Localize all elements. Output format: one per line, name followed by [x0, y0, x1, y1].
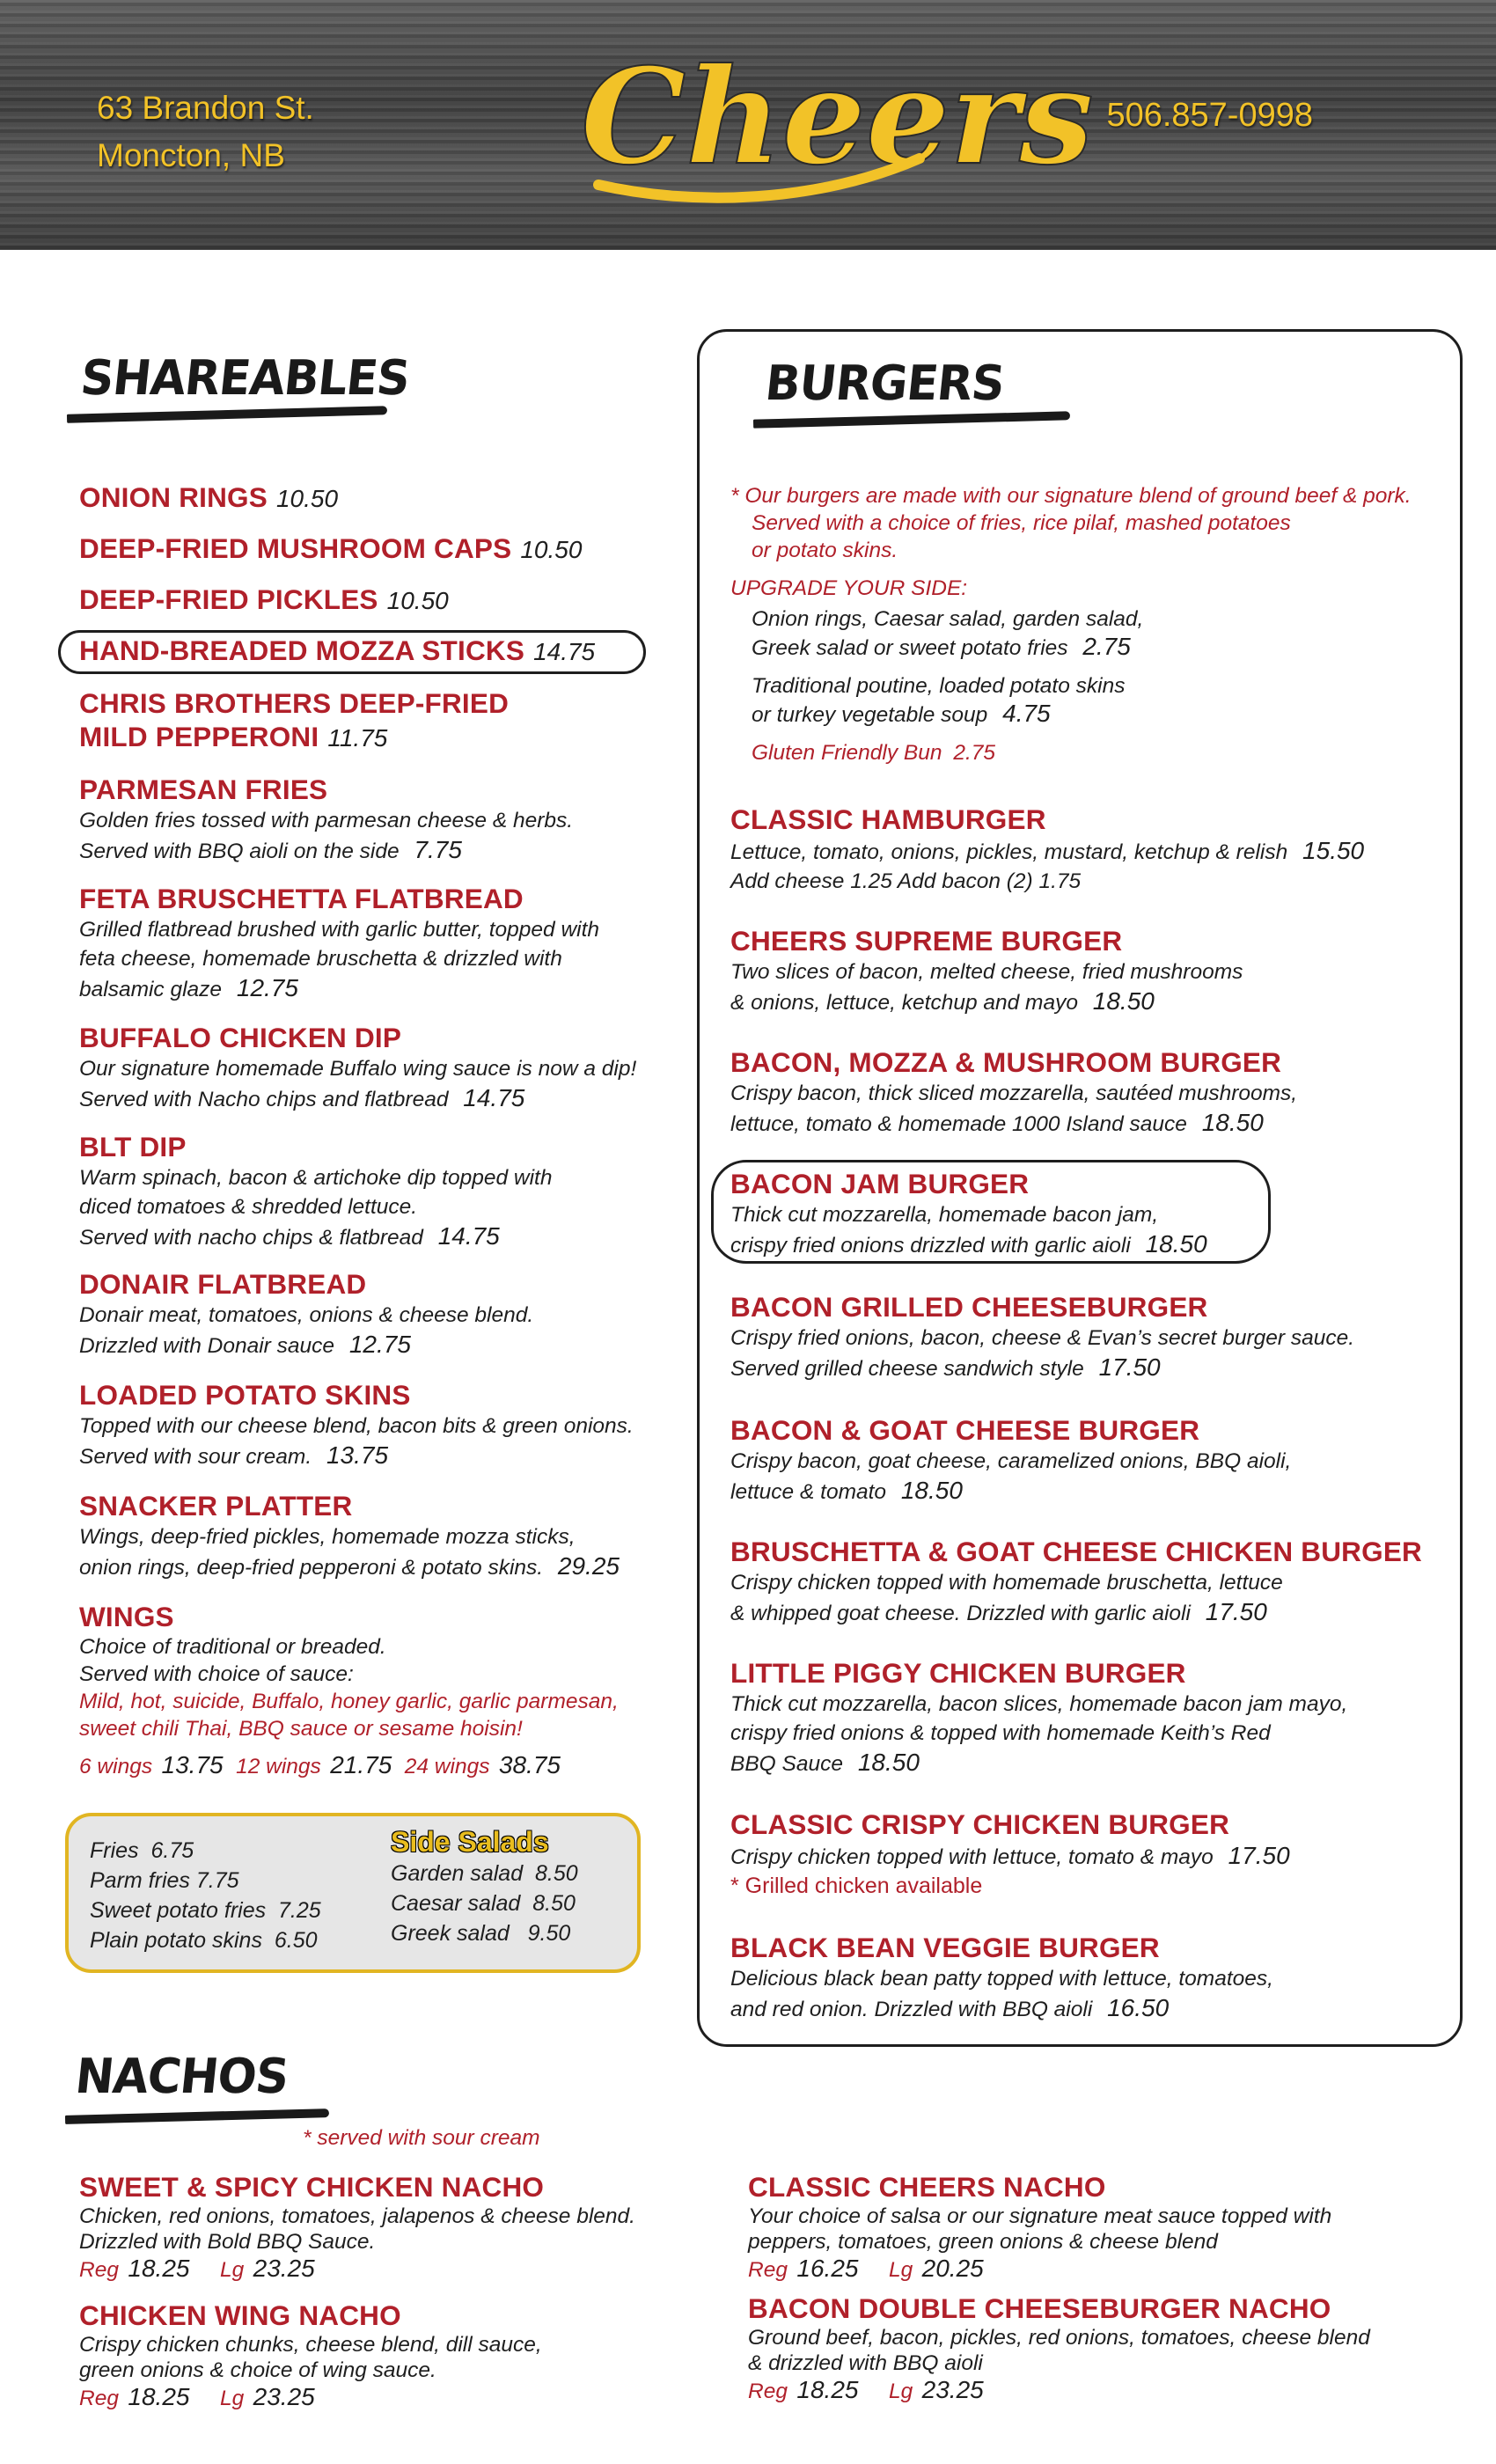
item-desc: Grilled flatbread brushed with garlic butter, topped with — [79, 918, 600, 942]
wing-size: 12 wings — [236, 1755, 321, 1778]
item-desc: Add cheese 1.25 Add bacon (2) 1.75 — [730, 869, 1082, 893]
sauce-list: Mild, hot, suicide, Buffalo, honey garlic, garlic parmesan, — [79, 1690, 619, 1713]
item-name: CHRIS BROTHERS DEEP-FRIED — [79, 687, 510, 719]
burger-note: or potato skins. — [752, 539, 898, 562]
item-name: BACON, MOZZA & MUSHROOM BURGER — [730, 1046, 1282, 1078]
item-price: 18.25 — [128, 2383, 190, 2410]
item-name: BLACK BEAN VEGGIE BURGER — [730, 1932, 1160, 1963]
item-desc: balsamic glaze — [79, 978, 223, 1001]
item-desc: lettuce, tomato & homemade 1000 Island sauce — [730, 1112, 1187, 1136]
fries-list — [90, 1836, 321, 1955]
wing-size: 24 wings — [404, 1755, 490, 1778]
item-price: 29.25 — [557, 1552, 620, 1580]
size-label: Lg — [219, 2387, 245, 2410]
menu-item — [79, 583, 449, 616]
menu-item — [79, 532, 582, 565]
item-name: BACON DOUBLE CHEESEBURGER NACHO — [748, 2292, 1331, 2324]
item-desc: onion rings, deep-fried pepperoni & potato skins. — [79, 1556, 544, 1580]
item-desc: crispy fried onions drizzled with garlic aioli — [730, 1234, 1131, 1258]
item-price: 14.75 — [533, 638, 596, 665]
nachos-title: NACHOS — [72, 2049, 291, 2105]
side-price: 6.50 — [274, 1928, 318, 1953]
menu-item — [79, 686, 509, 753]
wing-price: 13.75 — [161, 1751, 224, 1778]
item-price: 23.25 — [253, 2255, 315, 2282]
item-name: SWEET & SPICY CHICKEN NACHO — [79, 2171, 545, 2203]
side-label: Fries — [90, 1838, 139, 1863]
item-price: 14.75 — [437, 1222, 500, 1250]
title-underline — [67, 406, 387, 423]
menu-item — [79, 1130, 552, 1252]
address-line-1: 63 Brandon St. — [97, 90, 314, 126]
upgrade-option: Traditional poutine, loaded potato skins — [752, 674, 1126, 698]
item-price: 18.50 — [900, 1477, 963, 1504]
item-desc: Crispy bacon, goat cheese, caramelized onions, BBQ aioli, — [730, 1449, 1292, 1473]
side-item — [391, 1859, 578, 1888]
item-desc: Served with sour cream. — [79, 1445, 312, 1469]
item-price: 18.25 — [796, 2376, 859, 2403]
item-name: DONAIR FLATBREAD — [79, 1268, 367, 1300]
side-item — [90, 1925, 321, 1955]
size-label: Reg — [79, 2258, 119, 2282]
item-desc: diced tomatoes & shredded lettuce. — [79, 1195, 418, 1219]
shareables-title: SHAREABLES — [77, 350, 413, 407]
item-price: 13.75 — [326, 1441, 389, 1469]
wing-price: 38.75 — [498, 1751, 561, 1778]
item-desc: Lettuce, tomato, onions, pickles, mustard, ketchup & relish — [730, 840, 1288, 864]
upgrade-option: or turkey vegetable soup — [752, 703, 988, 727]
item-name: BRUSCHETTA & GOAT CHEESE CHICKEN BURGER — [730, 1536, 1422, 1567]
item-desc: Crispy fried onions, bacon, cheese & Evan’s secret burger sauce. — [730, 1326, 1355, 1350]
item-desc: Crispy chicken chunks, cheese blend, dill sauce, — [79, 2333, 542, 2357]
item-desc: lettuce & tomato — [730, 1480, 887, 1504]
upgrade-price: 4.75 — [1002, 700, 1051, 727]
menu-item — [79, 1600, 619, 1780]
item-price: 23.25 — [253, 2383, 315, 2410]
size-label: Reg — [79, 2387, 119, 2410]
menu-item — [730, 1167, 1207, 1260]
side-item — [90, 1896, 321, 1925]
item-price: 16.25 — [796, 2255, 859, 2282]
item-name: ONION RINGS — [79, 481, 268, 513]
item-name: WINGS — [79, 1601, 174, 1632]
item-price: 10.50 — [386, 587, 449, 614]
item-price: 12.75 — [236, 974, 298, 1001]
menu-item — [79, 2170, 635, 2287]
side-salads-title: Side Salads — [391, 1826, 549, 1858]
item-desc: BBQ Sauce — [730, 1752, 844, 1776]
item-name: HAND-BREADED MOZZA STICKS — [79, 634, 525, 666]
side-price: 7.75 — [195, 1868, 239, 1893]
item-desc: Served with Nacho chips and flatbread — [79, 1088, 449, 1111]
item-price: 18.50 — [1201, 1109, 1264, 1136]
item-desc: Our signature homemade Buffalo wing sauce is now a dip! — [79, 1057, 637, 1081]
side-label: Plain potato skins — [90, 1928, 262, 1953]
item-price: 17.50 — [1205, 1598, 1267, 1625]
title-underline — [65, 2108, 329, 2124]
menu-item — [730, 1535, 1422, 1628]
item-desc: Choice of traditional or breaded. — [79, 1635, 386, 1659]
item-desc: Ground beef, bacon, pickles, red onions, tomatoes, cheese blend — [748, 2326, 1370, 2350]
menu-item — [748, 2170, 1331, 2287]
item-desc: green onions & choice of wing sauce. — [79, 2358, 436, 2382]
menu-item — [79, 2299, 542, 2416]
wing-prices — [79, 1751, 619, 1780]
item-desc: Golden fries tossed with parmesan cheese & herbs. — [79, 809, 574, 832]
menu-item — [730, 1808, 1290, 1900]
menu-item — [79, 882, 599, 1004]
burgers-title: BURGERS — [762, 356, 1007, 412]
item-name: BACON & GOAT CHEESE BURGER — [730, 1414, 1200, 1446]
menu-item — [730, 1290, 1354, 1383]
item-price: 15.50 — [1302, 837, 1365, 864]
item-desc: Crispy bacon, thick sliced mozzarella, sautéed mushrooms, — [730, 1082, 1298, 1105]
item-desc: Drizzled with Bold BBQ Sauce. — [79, 2230, 376, 2254]
menu-item — [79, 634, 595, 667]
item-price: 20.25 — [921, 2255, 984, 2282]
item-desc: crispy fried onions & topped with homemade Keith’s Red — [730, 1721, 1271, 1745]
size-label: Reg — [748, 2380, 788, 2403]
item-price: 10.50 — [520, 536, 583, 563]
size-label: Lg — [888, 2380, 913, 2403]
menu-item — [79, 1021, 636, 1114]
item-desc: & whipped goat cheese. Drizzled with garlic aioli — [730, 1602, 1191, 1625]
wing-price: 21.75 — [330, 1751, 392, 1778]
burger-note: Served with a choice of fries, rice pilaf, mashed potatoes — [752, 511, 1291, 535]
upgrade-option: Greek salad or sweet potato fries — [752, 636, 1068, 660]
item-desc: Drizzled with Donair sauce — [79, 1334, 335, 1358]
item-desc: Your choice of salsa or our signature meat sauce topped with — [748, 2204, 1332, 2228]
item-name: DEEP-FRIED PICKLES — [79, 583, 378, 615]
item-price: 18.50 — [1092, 987, 1155, 1015]
side-item — [90, 1866, 321, 1896]
side-price: 6.75 — [150, 1838, 194, 1863]
item-desc: Served with choice of sauce: — [79, 1662, 354, 1686]
item-name: BACON GRILLED CHEESEBURGER — [730, 1291, 1208, 1323]
item-price: 17.50 — [1098, 1353, 1161, 1381]
item-desc: Delicious black bean patty topped with lettuce, tomatoes, — [730, 1967, 1273, 1991]
item-name: CLASSIC CHEERS NACHO — [748, 2171, 1106, 2203]
menu-item — [730, 1656, 1347, 1778]
side-item — [391, 1888, 578, 1918]
side-label: Garden salad — [391, 1861, 524, 1886]
side-price: 7.25 — [278, 1898, 321, 1923]
menu-item — [748, 2292, 1370, 2409]
item-desc: Thick cut mozzarella, homemade bacon jam, — [730, 1203, 1159, 1227]
sides-box — [65, 1813, 641, 1973]
side-item — [391, 1918, 578, 1948]
item-desc: & drizzled with BBQ aioli — [748, 2351, 983, 2375]
item-desc: feta cheese, homemade bruschetta & drizzled with — [79, 947, 562, 971]
item-name: PARMESAN FRIES — [79, 774, 328, 805]
burger-note: * Our burgers are made with our signature blend of ground beef & pork. — [730, 484, 1412, 508]
salads-list — [391, 1825, 578, 1948]
item-price: 11.75 — [327, 724, 388, 752]
side-label: Caesar salad — [391, 1891, 521, 1916]
item-price: 23.25 — [921, 2376, 984, 2403]
side-price: 9.50 — [527, 1921, 571, 1946]
menu-item — [79, 1378, 634, 1471]
item-name: LITTLE PIGGY CHICKEN BURGER — [730, 1657, 1186, 1689]
item-name: BUFFALO CHICKEN DIP — [79, 1022, 402, 1053]
item-desc: Two slices of bacon, melted cheese, fried mushrooms — [730, 960, 1243, 984]
upgrade-option: Gluten Friendly Bun — [752, 741, 942, 765]
item-name: CLASSIC CRISPY CHICKEN BURGER — [730, 1808, 1230, 1840]
item-name: BLT DIP — [79, 1131, 187, 1162]
item-desc: Served with nacho chips & flatbread — [79, 1226, 423, 1250]
item-desc: Chicken, red onions, tomatoes, jalapenos & cheese blend. — [79, 2204, 635, 2228]
item-desc: Served with BBQ aioli on the side — [79, 840, 400, 863]
wing-size: 6 wings — [79, 1755, 153, 1778]
side-label: Greek salad — [391, 1921, 510, 1946]
item-name: MILD PEPPERONI — [79, 721, 319, 752]
item-price: 16.50 — [1107, 1994, 1170, 2021]
item-name: CLASSIC HAMBURGER — [730, 803, 1046, 835]
item-desc: Wings, deep-fried pickles, homemade mozza sticks, — [79, 1525, 576, 1549]
item-name: LOADED POTATO SKINS — [79, 1379, 411, 1411]
item-price: 18.50 — [1145, 1230, 1207, 1258]
upgrade-price: 2.75 — [953, 741, 996, 765]
menu-item — [730, 1931, 1273, 2024]
cheers-logo — [563, 35, 1094, 220]
item-price: 17.50 — [1228, 1842, 1290, 1869]
item-note: * Grilled chicken available — [730, 1874, 983, 1898]
item-price: 14.75 — [463, 1084, 525, 1111]
side-label: Parm fries — [90, 1868, 190, 1893]
menu-item — [730, 924, 1243, 1017]
nachos-note: * served with sour cream — [303, 2126, 540, 2150]
address — [97, 84, 314, 180]
menu-item — [79, 1489, 620, 1582]
side-price: 8.50 — [535, 1861, 578, 1886]
item-desc: Topped with our cheese blend, bacon bits & green onions. — [79, 1414, 634, 1438]
item-desc: Crispy chicken topped with lettuce, tomato & mayo — [730, 1845, 1214, 1869]
item-price: 10.50 — [275, 485, 339, 512]
item-desc: peppers, tomatoes, green onions & cheese blend — [748, 2230, 1218, 2254]
menu-item — [79, 1267, 533, 1360]
menu-item — [730, 1413, 1291, 1507]
item-desc: and red onion. Drizzled with BBQ aioli — [730, 1998, 1093, 2021]
item-desc: & onions, lettuce, ketchup and mayo — [730, 991, 1078, 1015]
menu-item — [730, 1045, 1297, 1139]
logo-text: Cheers — [581, 40, 1094, 194]
item-name: BACON JAM BURGER — [730, 1168, 1030, 1199]
item-name: SNACKER PLATTER — [79, 1490, 353, 1522]
address-line-2: Moncton, NB — [97, 137, 285, 173]
side-item — [90, 1836, 321, 1866]
item-price: 18.50 — [857, 1749, 920, 1776]
phone-number: 506.857-0998 — [1106, 97, 1313, 134]
item-name: DEEP-FRIED MUSHROOM CAPS — [79, 532, 512, 564]
item-price: 18.25 — [128, 2255, 190, 2282]
upgrade-title: UPGRADE YOUR SIDE: — [730, 576, 968, 600]
size-label: Lg — [219, 2258, 245, 2282]
menu-item — [730, 803, 1364, 896]
header-banner — [0, 0, 1496, 250]
size-label: Lg — [888, 2258, 913, 2282]
item-name: CHICKEN WING NACHO — [79, 2299, 401, 2331]
side-price: 8.50 — [532, 1891, 576, 1916]
upgrade-price: 2.75 — [1082, 633, 1131, 660]
item-desc: Served grilled cheese sandwich style — [730, 1357, 1084, 1381]
item-desc: Crispy chicken topped with homemade bruschetta, lettuce — [730, 1571, 1283, 1595]
item-price: 12.75 — [348, 1331, 411, 1358]
side-label: Sweet potato fries — [90, 1898, 267, 1923]
item-price: 7.75 — [414, 836, 462, 863]
sauce-list: sweet chili Thai, BBQ sauce or sesame hoisin! — [79, 1717, 523, 1741]
menu-item — [79, 480, 338, 514]
upgrade-option: Onion rings, Caesar salad, garden salad, — [752, 607, 1144, 631]
item-desc: Warm spinach, bacon & artichoke dip topped with — [79, 1166, 553, 1190]
menu-item — [79, 773, 573, 866]
burger-notes — [730, 482, 1412, 766]
item-desc: Thick cut mozzarella, bacon slices, homemade bacon jam mayo, — [730, 1692, 1348, 1716]
item-desc: Donair meat, tomatoes, onions & cheese blend. — [79, 1303, 534, 1327]
item-name: CHEERS SUPREME BURGER — [730, 925, 1123, 957]
size-label: Reg — [748, 2258, 788, 2282]
item-name: FETA BRUSCHETTA FLATBREAD — [79, 883, 524, 914]
